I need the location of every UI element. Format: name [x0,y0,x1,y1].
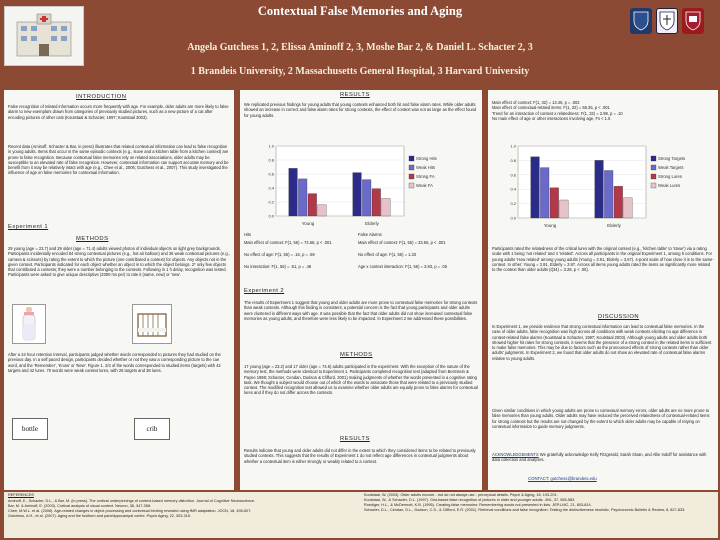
discussion-heading: DISCUSSION [598,314,640,320]
column-middle [240,90,482,490]
experiment-2-heading: Experiment 2 [244,288,285,294]
harvard-logo [682,8,704,34]
bar [382,199,391,217]
bottle-photo [12,304,46,344]
results-heading-1: RESULTS [340,92,370,98]
bar [318,205,327,216]
chart-experiment-2 [502,142,702,230]
x-tick-label: Elderly [365,221,379,226]
results-paragraph-2: Results indicate that young and older adults did not differ in the extent to which they considered items to be related to previously studied contexts. This suggests that the results of Experiment 1 do not reflect age differences in contextual judgments about whether a contextual item is either strongly or weakly related to a context. [244,448,476,464]
intro-paragraph-2: Recent data (Aminoff, Schacter & Bar, in press) illustrates that related contextual information can lead to false recognition in young adults. Items that occur in the same episodic contexts (e.g., stove and a kitchen table from a kitchen context) are prone to false recognition. Because contextual false memories rely on related associations, older adults may be susceptible to an elevated rate of false recognition. However, contextual information can support accurate memory and be benefit from it may be relatively intact with age (e.g., Chee et al., 2006; Gutchess et al., 2007). This study investigated the influence of age on false memories for contextual information. [8,144,229,176]
stats-text: Main effect of context: F(1, 32) = 13.46, p = .002 Main effect of contextual-related items: F(1, 32) = 58.35, p < .001 Trend for an interaction of context x relatedness: F(1, 32) = 2.98, p = .10 No main effect of age or other interactions involving age, Fs < 1.5 [492,100,623,121]
legend-label: Strong Targets [658,156,686,161]
table-hits-header: Hits [244,232,252,237]
contact-line [528,476,597,481]
bar [614,186,623,218]
relatedness-note: Participants rated the relatedness of the critical lures with the original context (e.g., 'kitchen table' to 'stove') via a rating scale with 1 being 'not related' and 4 'related'. Across all participants in the original Experiment 1, among 6 conditions. For young adults 'How related' among young adults (Young = 3.91, Elderly = 3.67). 4-point scale of how close it is to the same-context. In other: Young = 3.91, Elderly = 3.97. Across all items young adults rated the items as significantly more related to the context than older adults (t(34) = 3.28, p < .05). [492,246,714,273]
discussion-paragraph-2: Given similar conditions in which young adults are prone to contextual memory errors, older adults are no more prone to false memories than young adults. Older adults may have reduced the perceived relatedness of contextual-related items for strong contexts but the results are not changed by the extent to which older adults may be capable of relying on contextual information to guide memory judgments. [492,408,710,429]
x-tick-label: Elderly [607,223,621,228]
introduction-heading: INTRODUCTION [76,94,127,100]
bar [540,168,549,218]
crib-photo [132,304,172,344]
legend-swatch [409,183,414,188]
y-tick-label: 0.0 [510,215,516,221]
references-panel [4,492,718,538]
bar [604,170,613,218]
contact-label: CONTACT: [528,476,550,481]
y-tick-label: 0.8 [268,157,274,163]
bar [362,180,371,216]
y-tick-label: 1.0 [268,143,274,149]
cue-word-bottle: bottle [12,418,48,440]
bar [531,157,540,218]
legend-label: Strong Hits [416,156,437,161]
table-row-2-hits: No effect of age: F(1, 56) = .16, p = .69 [244,252,315,257]
baby-caption-text: After a 24 hour retention interval, participants judged whether words corresponded to pictures they had studied on the previous day. In a self paced design, participants decided whether or not they saw a corresponding picture to the cue word, and the 'Remember', 'Know' or 'New'. Figure 1. 2/4 of the words corresponded to studied items (targets) with 42 targets and 42 lures. 70 words were weak context lures, with 26 targets and 38 lures. [8,352,221,373]
discussion-paragraph-1: In Experiment 1, we provide evidence that strong contextual information can lead to contextual false memories. In the case of older adults, false recognition was high across all conditions with weak contexts eliciting no age difference in context-related false alarms (Koutstaal & Schacter, 1997; Koutstaal 2003). Although young adults and older adults both showed higher hit rates for strong contexts, it seems that the presence of a strong context in the related items is sufficient to make false memories. This may be due to factors such as the pronounced effects of strong contexts rather than older adults' judgments. In Experiment 2, we found that older adults do not show an elevated rate of contextual false alarms relative to young adults. [492,324,712,361]
experiment-2-intro: The results of Experiment 1 suggest that young and older adults are more prone to contextual false memories for strong contexts than weak contexts. Although this finding is consistent, a potential concern is the fact that young participants and older adults were clustered in different ways with age. It was possible that the fact that older adults did not show increased contextual false memories as young adults, and therefore were less likely to be impacted. In Experiment 2 we addressed these possibilities. [244,300,478,321]
y-tick-label: 0.2 [510,201,516,207]
results-paragraph-1: We replicated previous findings for young adults that young contexts enhanced both hit and false alarm rates. While older adults showed an increase in correct and false alarm rates for strong contexts, the effect of context was not as large as the effect found for young adults. [244,102,477,118]
cue-word-crib: crib [134,418,170,440]
mgh-logo [656,8,678,34]
legend-label: Weak FA [416,183,433,188]
y-tick-label: 0.6 [510,172,516,178]
experiment-1-heading: Experiment 1 [8,224,49,230]
legend-label: Strong Lures [658,174,682,179]
x-tick-label: Young [301,221,315,226]
bar [308,194,317,216]
baby-bottle-icon [17,306,41,342]
table-row-1-hits: Main effect of context: F(1, 56) = 74.68, p < .001 [244,240,332,245]
legend-swatch [651,174,656,179]
acknowledgements-text [492,452,714,470]
bar [624,198,633,218]
bar [550,188,559,218]
references-left: Aminoff, E., Schacter, D.L., & Bar, M. (in press). The cortical underpinnings of context-based memory distortion. Journal of Cognitive Neuroscience. Bar, M. & Aminoff, E. (2003). Cortical analysis of visual context. Neuron, 38, 347-358. Chee, M.W.L. et al. (2006). Age-related changes in object processing and contextual binding revealed using fMR adaptation. JOCN, 18, 495-507. Gutchess, A.H., et al. (2007). Aging and the fusiform and parahippocampal cortex. Psych Aging, 22, 303-315. [8,499,255,518]
shield-icon [659,11,675,31]
y-tick-label: 0.4 [510,186,516,192]
table-fa-header: False Alarms [358,232,382,237]
table-row-1-fa: Main effect of context: F(1, 56) = 33.56, p < .001 [358,240,446,245]
bar [595,160,604,218]
acknowledgements-heading: ACKNOWLEDGEMENTS [492,452,539,457]
shield-icon [633,11,649,31]
results-heading-2: RESULTS [340,436,370,442]
legend-swatch [409,165,414,170]
legend-label: Weak Hits [416,165,436,170]
references-heading: REFERENCES [8,493,34,497]
methods-text-1: 29 young (age = 23.7) and 29 older (age = 71.4) adults viewed photos of individual objects on light grey backgrounds. Participants incidentally encoded 84 strong contextual pictures (e.g., hot air balloon) and 36 weak contextual pictures (e.g., camera & scissors) by rating the extent to which the picture (one contributed a context) for objects. Any objects not in the given context. Participants indicated for each object whether an object in to which the object belongs. 2* only few objects that contributed a contexts; they were a number belonging to the contexts. Following in 1 h delay, recognition was tested. Participants were asked to give unique descriptive (2000 ms per) to rate it (same, new) or 'new'. [8,246,230,278]
y-tick-label: 0.8 [510,157,516,163]
legend-swatch [651,165,656,170]
column-left [4,90,234,490]
bar [353,173,362,216]
y-tick-label: 0.4 [268,185,274,191]
bar [372,189,381,216]
legend-swatch [409,174,414,179]
poster-affiliations: 1 Brandeis University, 2 Massachusetts General Hospital, 3 Harvard University [190,66,530,77]
legend-label: Weak Lures [658,183,681,188]
table-row-3-fa: Age x context interaction: F(1, 56) = 3.93, p = .05 [358,264,447,269]
legend-swatch [409,156,414,161]
legend-swatch [651,183,656,188]
legend-label: Strong FA [416,174,435,179]
poster-title: Contextual False Memories and Aging [257,4,463,18]
y-tick-label: 0.6 [268,171,274,177]
bar [298,179,307,216]
bar [289,168,298,216]
methods-heading-2: METHODS [340,352,373,358]
methods-heading-1: METHODS [76,236,109,242]
table-row-3-hits: No interaction: F(1, 56) = .51, p = .48 [244,264,312,269]
acknowledgements-body: We gratefully acknowledge Kelly Fitzgerald, Sarah Sloan, and Allie Indoff for assistance with data collection and analyses. [492,452,707,463]
bar [560,200,569,218]
methods-text-2: 17 young (age = 23.2) and 17 older (age = 74.6) adults participated in the experiment. With the exception of the nature of the memory test, the methods were identical to Experiment 1. Participants completed recognition test (adapted from Bernstein & Payne 1998; Schacter, Cendan, Dodson & Clifford, 2001) making judgments of whether the words presented in a cognitive rating task. We thought a subject would choose out of which of the words to associate those that were related to a previously studied context. The modified recognition test allowed us to examine whether older adults are equally prone to false alarms for contextual lures and if they do not differ across the contexts. [244,364,478,396]
legend-swatch [651,156,656,161]
table-row-2-fa: No effect of age: F(1, 56) = 1.33 [358,252,417,257]
y-tick-label: 0.0 [268,213,274,219]
x-tick-label: Young [543,223,557,228]
intro-paragraph-1: False recognition of related information occurs more frequently with age. For example, older adults are more likely to false alarm to new exemplars drawn from categories of previously studied pictures, such as a new picture of a cat after encoding pictures of other cats (Koutstaal & Schacter, 1997; Koutstaal 2003). [8,104,229,120]
column-right [488,90,718,490]
shield-icon [685,11,701,31]
references-right: Koutstaal, W. (2003). Older adults encode - but do not always use - perceptual details. Psych & Aging, 18, 193-201. Koutstaal, W., & Schacter, D.L. (1997). Gist-based false recognition of pictures in older and younger adults. JML, 37, 555-583. Roediger, H.L., & McDermott, K.B. (1995). Creating false memories: Remembering words not presented in lists. JEP:LMC, 21, 803-814. Schacter, D.L., Cendan, D.L., Dodson, C.S., & Clifford, E.R. (2001). Retrieval conditions and false recognition: Testing the distinctiveness heuristic. Psychonomic Bulletin & Review, 8, 827-833. [364,493,686,512]
poster-authors: Angela Gutchess 1, 2, Elissa Aminoff 2, 3, Moshe Bar 2, & Daniel L. Schacter 2, 3 [187,42,533,53]
crib-icon [135,308,169,340]
y-tick-label: 1.0 [510,143,516,149]
y-tick-label: 0.2 [268,199,274,205]
brandeis-logo [630,8,652,34]
contact-email-link[interactable]: gutchess@brandeis.edu [550,476,597,481]
chart-experiment-1 [260,142,460,228]
legend-label: Weak Targets [658,165,684,170]
